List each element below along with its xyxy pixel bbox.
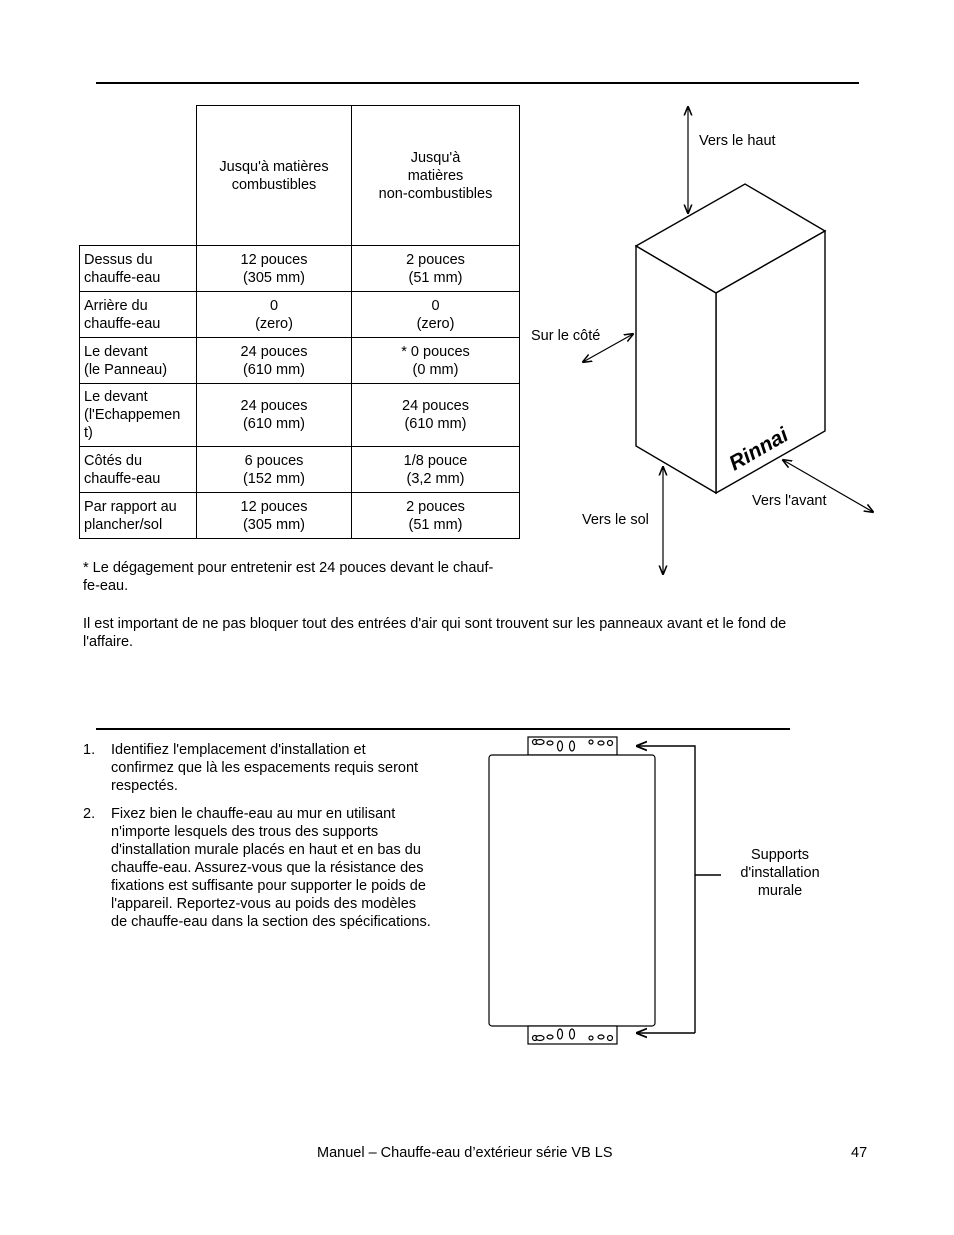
page-number: 47 bbox=[851, 1145, 868, 1161]
header-combustible: Jusqu'à matières combustibles bbox=[197, 106, 352, 246]
footnote: * Le dégagement pour entretenir est 24 pouces devant le chauf- fe-eau. bbox=[83, 560, 494, 594]
value-non-combustible-text: 2 pouces (51 mm) bbox=[406, 251, 465, 286]
bottom-mounting-bracket bbox=[528, 1026, 617, 1044]
install-step-1 bbox=[80, 741, 460, 795]
value-combustible-text: 6 pouces (152 mm) bbox=[242, 452, 306, 487]
row-label-text: Côtés du chauffe-eau bbox=[84, 452, 161, 487]
row-label-text: Dessus du chauffe-eau bbox=[84, 251, 161, 286]
label-side: Sur le côté bbox=[531, 328, 601, 344]
value-non-combustible-text: * 0 pouces (0 mm) bbox=[401, 343, 470, 378]
bracket-label: Supports d'installation murale bbox=[740, 847, 820, 899]
value-combustible-text: 24 pouces (610 mm) bbox=[240, 343, 308, 378]
air-intake-note: Il est important de ne pas bloquer tout des entrées d'air qui sont trouvent sur les panneaux avant et le fond de l'affaire. bbox=[83, 616, 787, 650]
row-label-text: Le devant (l'Echappemen t) bbox=[84, 389, 181, 441]
value-combustible-text: 12 pouces (305 mm) bbox=[240, 251, 308, 286]
install-steps bbox=[80, 741, 460, 941]
value-non-combustible-text: 0 (zero) bbox=[416, 297, 455, 332]
value-combustible-text: 0 (zero) bbox=[255, 297, 293, 332]
value-combustible-text: 24 pouces (610 mm) bbox=[240, 398, 308, 432]
label-front: Vers l'avant bbox=[752, 493, 827, 509]
water-heater-front bbox=[489, 755, 655, 1026]
row-label-text: Arrière du chauffe-eau bbox=[84, 297, 161, 332]
step-text: Fixez bien le chauffe-eau au mur en utilisant n'importe lesquels des trous des supports d'installation murale placés en haut et en bas du chauffe-eau. Assurez-vous que la résistance des fixations est suffisante pour supporter le poids de l'appareil. Reportez-vous au poids des modèles de chauffe-eau dans la section des spécifications. bbox=[111, 806, 431, 930]
install-step-2 bbox=[80, 805, 460, 931]
top-mounting-bracket bbox=[528, 737, 617, 755]
header-non-combustible: Jusqu'à matières non-combustibles bbox=[352, 106, 520, 246]
bracket-callout-lines bbox=[637, 746, 721, 1033]
step-number: 2. bbox=[83, 806, 96, 822]
step-number: 1. bbox=[83, 742, 96, 758]
value-non-combustible-text: 1/8 pouce (3,2 mm) bbox=[403, 452, 468, 487]
label-top: Vers le haut bbox=[699, 133, 776, 149]
row-label-text: Le devant (le Panneau) bbox=[84, 343, 168, 378]
rinnai-logo: Rinnai bbox=[725, 423, 793, 476]
section-rule-install bbox=[96, 728, 790, 730]
water-heater-box bbox=[636, 184, 825, 493]
value-non-combustible-text: 2 pouces (51 mm) bbox=[406, 498, 465, 533]
value-combustible-text: 12 pouces (305 mm) bbox=[240, 498, 308, 533]
row-label-text: Par rapport au plancher/sol bbox=[84, 498, 177, 533]
value-non-combustible-text: 24 pouces (610 mm) bbox=[402, 398, 469, 432]
label-floor: Vers le sol bbox=[582, 512, 649, 528]
footer-title: Manuel – Chauffe-eau d’extérieur série VB LS bbox=[317, 1145, 613, 1161]
step-text: Identifiez l'emplacement d'installation et confirmez que là les espacements requis seront respectés. bbox=[111, 742, 419, 794]
